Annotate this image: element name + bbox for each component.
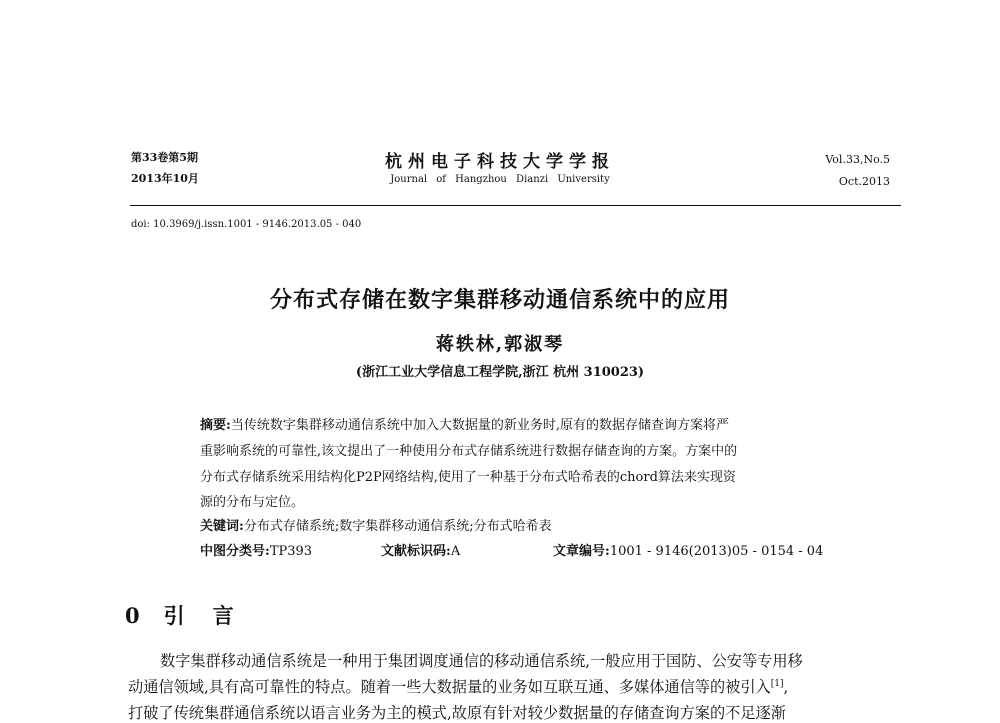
document-code [381, 540, 460, 559]
body-text: , [783, 678, 789, 696]
keywords [200, 515, 552, 534]
publication-date-cn: 2013年10月 [131, 172, 199, 185]
journal-title-cn: 杭州电子科技大学学报 [385, 152, 615, 172]
clc-number [200, 540, 312, 559]
abstract-line: 源的分布与定位。 [200, 495, 305, 510]
reference-marker[interactable]: [1] [770, 678, 784, 689]
abstract-line: 分布式存储系统采用结构化P2P网络结构,使用了一种基于分布式哈希表的chord算法来实现资 [200, 470, 736, 485]
header-rule [130, 205, 901, 206]
abstract-line: 重影响系统的可靠性,该文提出了一种使用分布式存储系统进行数据存储查询的方案。方案中的 [200, 444, 738, 459]
keywords-text: 分布式存储系统;数字集群移动通信系统;分布式哈希表 [243, 519, 552, 534]
paper-affiliation: (浙江工业大学信息工程学院,浙江 杭州 310023) [355, 365, 645, 380]
abstract-text: 当传统数字集群移动通信系统中加入大数据量的新业务时,原有的数据存储查询方案将严 [230, 418, 729, 433]
body-text: 动通信领域,具有高可靠性的特点。随着一些大数据量的业务如互联互通、多媒体通信等的被引入 [128, 678, 771, 696]
paper-title: 分布式存储在数字集群移动通信系统中的应用 [269, 288, 730, 313]
section-title: 引言 [163, 604, 262, 628]
abstract-line [200, 414, 729, 433]
body-line [128, 676, 788, 697]
section-heading [125, 600, 262, 630]
abstract-label: 摘要: [200, 418, 231, 433]
article-number-value: 1001 - 9146(2013)05 - 0154 - 04 [609, 544, 824, 559]
body-line: 数字集群移动通信系统是一种用于集团调度通信的移动通信系统,一般应用于国防、公安等专用移 [160, 652, 803, 670]
clc-value: TP393 [269, 544, 313, 559]
article-number-label: 文章编号: [553, 544, 610, 559]
document-code-value: A [450, 544, 461, 559]
section-number: 0 [125, 603, 146, 628]
doi: doi: 10.3969/j.issn.1001 - 9146.2013.05 - 040 [131, 219, 362, 230]
clc-label: 中图分类号: [200, 544, 270, 559]
document-code-label: 文献标识码: [381, 544, 451, 559]
journal-title-en: Journal of Hangzhou Dianzi University [390, 174, 610, 185]
publication-date-en: Oct.2013 [838, 175, 890, 188]
keywords-label: 关键词: [200, 519, 244, 534]
paper-authors: 蒋轶林,郭淑琴 [435, 334, 565, 355]
article-number [553, 540, 823, 559]
volume-issue-en: Vol.33,No.5 [825, 153, 890, 166]
body-line: 打破了传统集群通信系统以语言业务为主的模式,故原有针对较少数据量的存储查询方案的不足逐渐 [128, 704, 786, 722]
volume-issue-cn: 第33卷第5期 [131, 151, 198, 164]
